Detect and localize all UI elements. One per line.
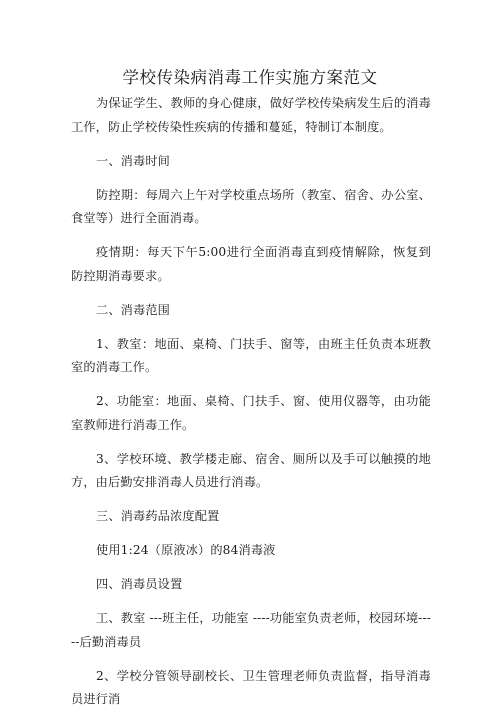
heading-concentration: 三、消毒药品浓度配置 xyxy=(96,509,220,523)
heading-disinfection-time: 一、消毒时间 xyxy=(96,153,171,168)
paragraph-intro: 为保证学生、教师的身心健康，做好学校传染病发生后的消毒工作，防止学校传染性疾病的传播和蔓延，特制订本制度。 xyxy=(71,96,431,134)
document-title: 学校传染病消毒工作实施方案范文 xyxy=(122,68,378,87)
paragraph-function-room: 2、功能室：地面、桌椅、门扶手、窗、使用仪器等，由功能室教师进行消毒工作。 xyxy=(71,394,431,432)
paragraph-supervision: 2、学校分管领导副校长、卫生管理老师负责监督，指导消毒员进行消 xyxy=(71,668,431,706)
paragraph-staff-assignment: 工、教室 ---班主任，功能室 ----功能室负责老师，校园环境-----后勤消毒员 xyxy=(71,611,431,649)
paragraph-school-environment: 3、学校环境、教学楼走廊、宿舍、厕所以及手可以触摸的地方，由后勤安排消毒人员进行消毒。 xyxy=(71,451,431,489)
paragraph-disinfectant: 使用1:24（原液冰）的84消毒液 xyxy=(96,543,276,557)
heading-disinfection-scope: 二、消毒范围 xyxy=(96,302,171,317)
document-body xyxy=(71,92,431,722)
paragraph-epidemic-period: 疫情期：每天下午5:00进行全面消毒直到疫情解除，恢复到防控期消毒要求。 xyxy=(71,245,431,283)
paragraph-classroom: 1、教室：地面、桌椅、门扶手、窗等，由班主任负责本班教室的消毒工作。 xyxy=(71,336,431,374)
paragraph-prevention-period: 防控期：每周六上午对学校重点场所（教室、宿舍、办公室、食堂等）进行全面消毒。 xyxy=(71,187,431,225)
heading-staff-setup: 四、消毒员设置 xyxy=(96,577,183,591)
